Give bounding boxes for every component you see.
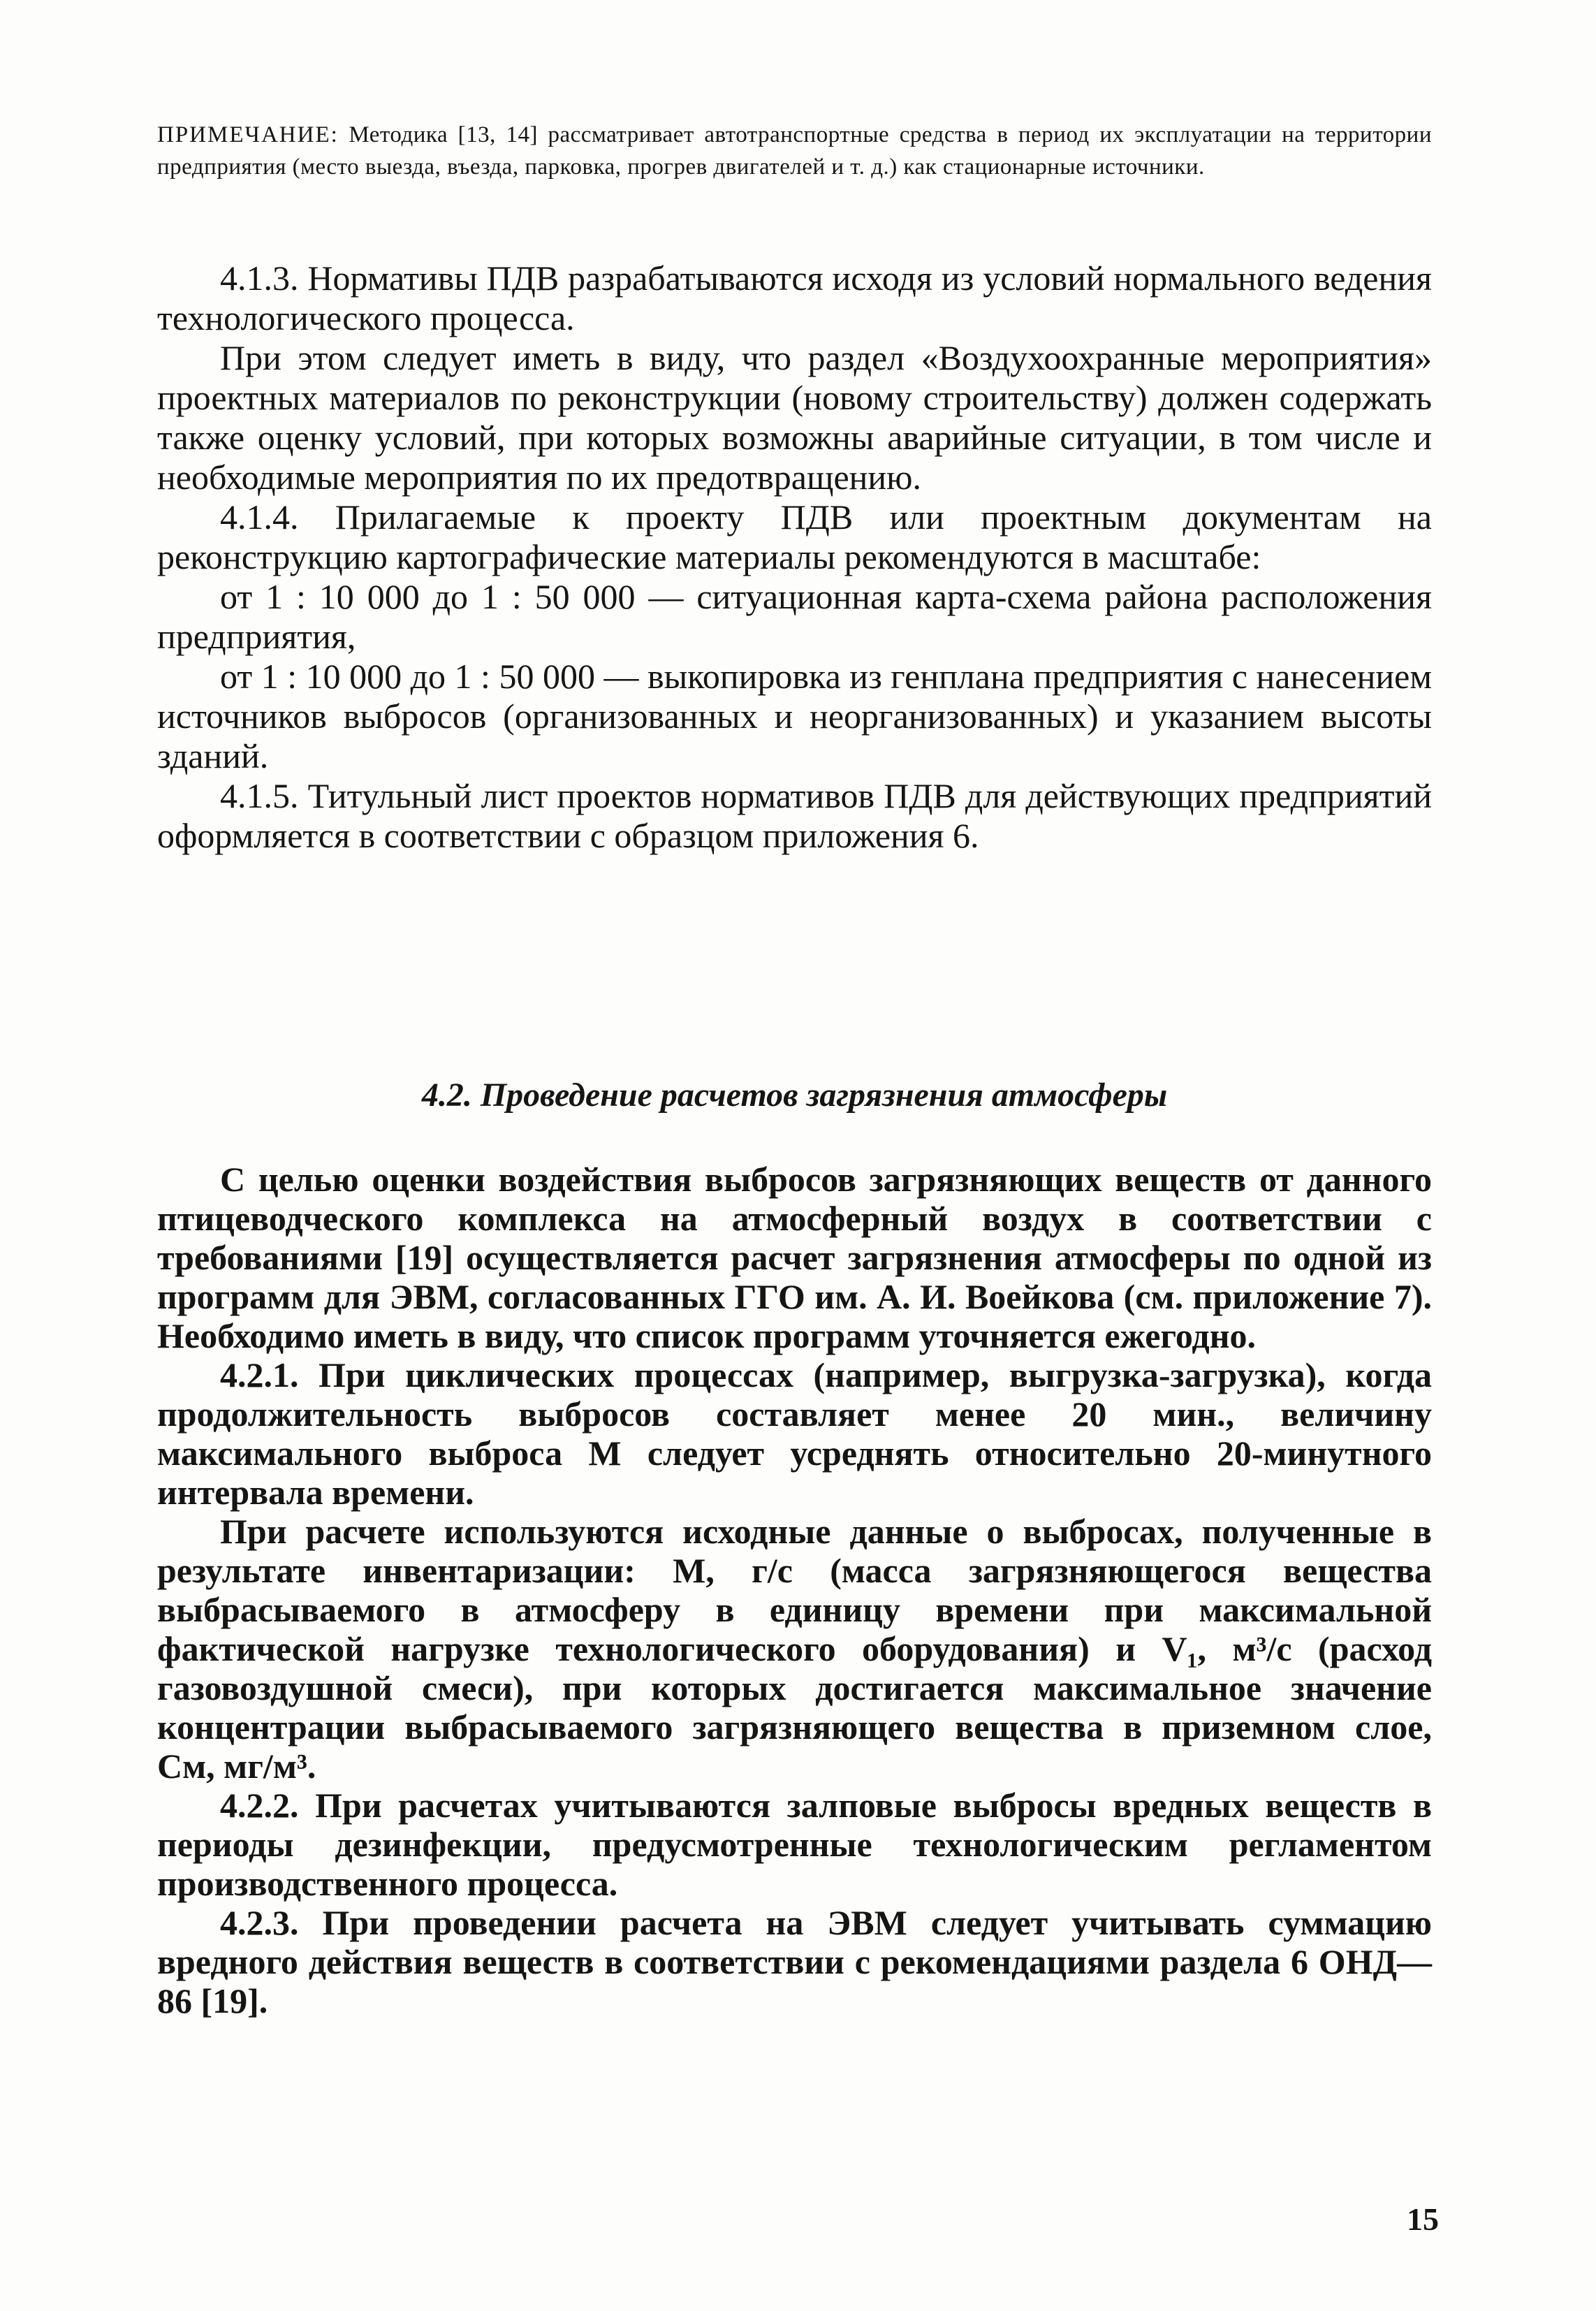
section-4-2-heading: 4.2. Проведение расчетов загрязнения атмосферы	[421, 1077, 1168, 1114]
scale-item-2: от 1 : 10 000 до 1 : 50 000 — выкопировка из генплана предприятия с нанесением источников выбросов (организованных и неорганизованных) и указанием высоты зданий.	[157, 657, 1432, 775]
paragraph-4-1-3: 4.1.3. Нормативы ПДВ разрабатываются исходя из условий нормального ведения технологического процесса.	[157, 258, 1432, 337]
page-number: 15	[1407, 2201, 1439, 2237]
paragraph-4-2-intro: С целью оценки воздействия выбросов загрязняющих веществ от данного птицеводческого комплекса на атмосферный воздух в соответствии с требованиями [19] осуществляется расчет загрязнения атмосферы по одной из программ для ЭВМ, согласованных ГГО им. А. И. Воейкова (см. приложение 7). Необходимо иметь в виду, что список программ уточняется ежегодно.	[157, 1160, 1432, 1355]
paragraph-4-1-4: 4.1.4. Прилагаемые к проекту ПДВ или проектным документам на реконструкцию картографические материалы рекомендуются в масштабе:	[157, 497, 1432, 576]
scale-item-1: от 1 : 10 000 до 1 : 50 000 — ситуационная карта-схема района расположения предприятия,	[157, 577, 1432, 656]
paragraph-4-1-5: 4.1.5. Титульный лист проектов нормативов ПДВ для действующих предприятий оформляется в соответствии с образцом приложения 6.	[157, 776, 1432, 855]
note-label: ПРИМЕЧАНИЕ:	[157, 122, 339, 147]
note-text: Методика [13, 14] рассматривает автотранспортные средства в период их эксплуатации на территории предприятия (место выезда, въезда, парковка, прогрев двигателей и т. д.) как стационарные источники.	[157, 122, 1432, 180]
paragraph-4-2-1: 4.2.1. При циклических процессах (например, выгрузка-загрузка), когда продолжительность выбросов составляет менее 20 мин., величину максимального выброса М следует усреднять относительно 20-минутного интервала времени.	[157, 1355, 1432, 1512]
paragraph-4-2-1-continued: При расчете используются исходные данные о выбросах, полученные в результате инвентаризации: М, г/с (масса загрязняющегося вещества выбрасываемого в атмосферу в единицу времени при максимальной фактической нагрузке технологического оборудования) и V₁, м³/с (расход газовоздушной смеси), при которых достигается максимальное значение концентрации выбрасываемого загрязняющего вещества в приземном слое, См, мг/м³.	[157, 1512, 1432, 1786]
section-4-1-block	[157, 258, 1432, 856]
paragraph-4-1-3-continued: При этом следует иметь в виду, что раздел «Воздухоохранные мероприятия» проектных материалов по реконструкции (новому строительству) должен содержать также оценку условий, при которых возможны аварийные ситуации, в том числе и необходимые мероприятия по их предотвращению.	[157, 338, 1432, 497]
section-4-2-block	[157, 1160, 1432, 2020]
note-block	[157, 119, 1432, 183]
paragraph-4-2-2: 4.2.2. При расчетах учитываются залповые выбросы вредных веществ в периоды дезинфекции, предусмотренные технологическим регламентом производственного процесса.	[157, 1786, 1432, 1903]
paragraph-4-2-3: 4.2.3. При проведении расчета на ЭВМ следует учитывать суммацию вредного действия веществ в соответствии с рекомендациями раздела 6 ОНД—86 [19].	[157, 1903, 1432, 2020]
